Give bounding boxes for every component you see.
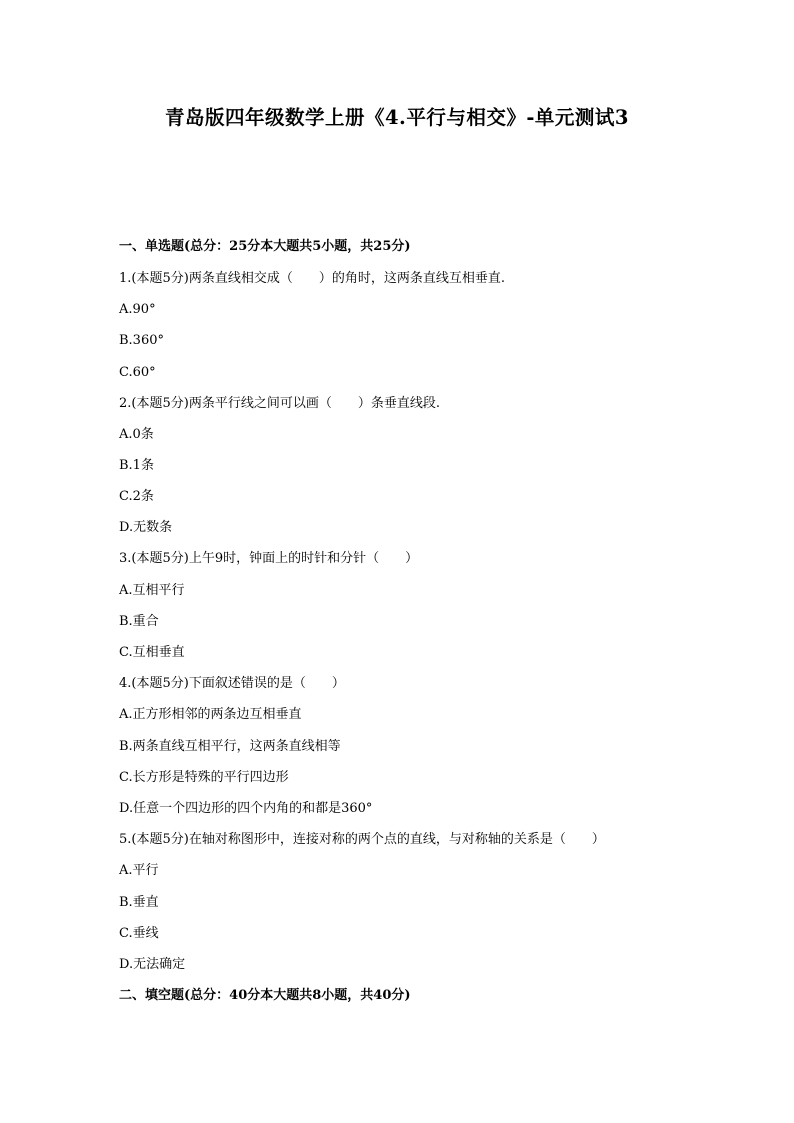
section-heading-fill-in: 二、填空题(总分：40分本大题共8小题，共40分) [119, 988, 411, 1003]
question-5-option-a: A.平行 [119, 863, 159, 878]
question-1-option-a: A.90° [119, 302, 156, 317]
question-4-option-d: D.任意一个四边形的四个内角的和都是360° [119, 801, 373, 816]
question-5-option-d: D.无法确定 [119, 957, 186, 972]
question-5-option-b: B.垂直 [119, 895, 159, 910]
question-5-stem: 5.(本题5分)在轴对称图形中，连接对称的两个点的直线，与对称轴的关系是（ ） [119, 832, 605, 847]
question-4-option-b: B.两条直线互相平行，这两条直线相等 [119, 739, 341, 754]
question-4-option-a: A.正方形相邻的两条边互相垂直 [119, 707, 302, 722]
question-4-stem: 4.(本题5分)下面叙述错误的是（ ） [119, 676, 345, 691]
question-3-option-b: B.重合 [119, 614, 159, 629]
question-2-option-b: B.1条 [119, 458, 154, 473]
question-1-stem: 1.(本题5分)两条直线相交成（ ）的角时，这两条直线互相垂直. [119, 271, 505, 286]
question-5-option-c: C.垂线 [119, 926, 159, 941]
question-1-option-b: B.360° [119, 333, 164, 348]
question-3-option-a: A.互相平行 [119, 583, 185, 598]
page-title: 青岛版四年级数学上册《4.平行与相交》-单元测试3 [164, 106, 630, 129]
question-3-stem: 3.(本题5分)上午9时，钟面上的时针和分针（ ） [119, 551, 419, 566]
question-2-option-c: C.2条 [119, 489, 154, 504]
question-3-option-c: C.互相垂直 [119, 645, 185, 660]
section-heading-single-choice: 一、单选题(总分：25分本大题共5小题，共25分) [119, 239, 411, 254]
question-1-option-c: C.60° [119, 365, 156, 380]
question-4-option-c: C.长方形是特殊的平行四边形 [119, 770, 289, 785]
question-2-option-d: D.无数条 [119, 520, 173, 535]
question-2-stem: 2.(本题5分)两条平行线之间可以画（ ）条垂直线段. [119, 396, 440, 411]
question-2-option-a: A.0条 [119, 427, 154, 442]
